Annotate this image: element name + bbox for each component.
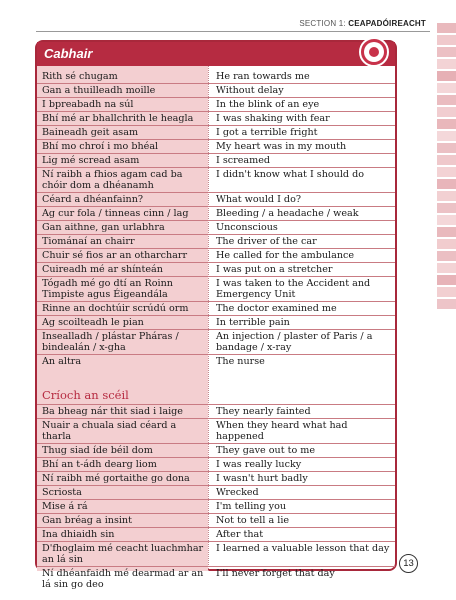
stripe-block [437, 251, 456, 261]
table-row [37, 567, 395, 591]
table-row [37, 472, 395, 486]
english-translation: I was taken to the Accident and Emergency Unit [216, 278, 371, 300]
english-translation: Without delay [216, 85, 284, 96]
decorative-stripes [437, 23, 456, 311]
english-translation: The doctor examined me [216, 303, 337, 314]
table-row [37, 355, 395, 368]
english-translation: I learned a valuable lesson that day [216, 543, 390, 554]
stripe-block [437, 155, 456, 165]
irish-phrase: Lig mé scread asam [42, 155, 140, 166]
irish-phrase: Tiománaí an chairr [42, 236, 135, 247]
irish-phrase: Thug siad íde béil dom [42, 445, 153, 456]
irish-phrase: Ag cur fola / tinneas cinn / lag [42, 208, 189, 219]
stripe-block [437, 107, 456, 117]
english-translation: Bleeding / a headache / weak [216, 208, 359, 219]
irish-phrase: Cuireadh mé ar shínteán [42, 264, 163, 275]
irish-phrase: Nuair a chuala siad céard a tharla [42, 420, 177, 442]
irish-phrase: Rinne an dochtúir scrúdú orm [42, 303, 189, 314]
table-row [37, 500, 395, 514]
stripe-block [437, 23, 456, 33]
english-translation: I wasn't hurt badly [216, 473, 308, 484]
table-row [37, 84, 395, 98]
irish-phrase: Céard a dhéanfainn? [42, 194, 144, 205]
irish-phrase: Gan aithne, gan urlabhra [42, 222, 165, 233]
irish-phrase: Gan a thuilleadh moille [42, 85, 156, 96]
stripe-block [437, 167, 456, 177]
irish-phrase: Tógadh mé go dtí an Roinn Timpiste agus Éigeandála [42, 278, 173, 300]
irish-phrase: Ní raibh mé gortaithe go dona [42, 473, 190, 484]
english-translation: My heart was in my mouth [216, 141, 347, 152]
table-row [37, 302, 395, 316]
stripe-block [437, 119, 456, 129]
stripe-block [437, 95, 456, 105]
stripe-block [437, 143, 456, 153]
panel-title: Cabhair [44, 46, 93, 61]
stripe-block [437, 47, 456, 57]
irish-phrase: Chuir sé fios ar an otharcharr [42, 250, 188, 261]
irish-phrase: Ba bheag nár thit siad i laige [42, 406, 183, 417]
irish-phrase: Ní dhéanfaidh mé dearmad ar an lá sin go deo [42, 568, 204, 590]
header-rule [36, 31, 430, 32]
table-row [37, 263, 395, 277]
table-row [37, 140, 395, 154]
table-row [37, 235, 395, 249]
table-row [37, 330, 395, 355]
english-translation: They gave out to me [216, 445, 316, 456]
english-translation: I was put on a stretcher [216, 264, 333, 275]
stripe-block [437, 131, 456, 141]
stripe-block [437, 71, 456, 81]
irish-phrase: I bpreabadh na súl [42, 99, 134, 110]
irish-phrase: Ní raibh a fhios agam cad ba chóir dom a dhéanamh [42, 169, 183, 191]
table-row [37, 528, 395, 542]
table-row [37, 458, 395, 472]
english-translation: After that [216, 529, 264, 540]
irish-phrase: Bhí an t-ádh dearg liom [42, 459, 157, 470]
irish-phrase: Ina dhiaidh sin [42, 529, 115, 540]
table-row [37, 249, 395, 263]
english-translation: I'm telling you [216, 501, 287, 512]
english-translation: I'll never forget that day [216, 568, 335, 579]
english-translation: I was shaking with fear [216, 113, 330, 124]
award-seal-icon [359, 37, 389, 67]
english-translation: Not to tell a lie [216, 515, 290, 526]
table-row [37, 277, 395, 302]
stripe-block [437, 191, 456, 201]
spacer-row [37, 368, 395, 383]
section-label: SECTION 1: [299, 19, 349, 28]
table-row [37, 444, 395, 458]
irish-phrase: D'fhoglaim mé ceacht luachmhar an lá sin [42, 543, 204, 565]
irish-phrase: Gan bréag a insint [42, 515, 132, 526]
table-row [37, 207, 395, 221]
english-translation: He ran towards me [216, 71, 310, 82]
panel-body [37, 66, 395, 590]
table-row [37, 154, 395, 168]
english-translation: I was really lucky [216, 459, 302, 470]
table-row [37, 193, 395, 207]
subsection-title: Críoch an scéil [37, 383, 395, 405]
english-translation: He called for the ambulance [216, 250, 355, 261]
table-row [37, 98, 395, 112]
table-row [37, 112, 395, 126]
stripe-block [437, 287, 456, 297]
english-translation: The nurse [216, 356, 265, 367]
stripe-block [437, 275, 456, 285]
page-number: 13 [399, 554, 418, 573]
english-translation: An injection / plaster of Paris / a bandage / x-ray [216, 331, 373, 353]
table-row [37, 486, 395, 500]
panel-header [37, 42, 395, 66]
irish-phrase: Rith sé chugam [42, 71, 118, 82]
english-translation: I didn't know what I should do [216, 169, 365, 180]
irish-phrase: Baineadh geit asam [42, 127, 139, 138]
english-translation: In the blink of an eye [216, 99, 320, 110]
section-title: CEAPADÓIREACHT [348, 19, 426, 28]
stripe-block [437, 299, 456, 309]
irish-phrase: Bhí mo chroí i mo bhéal [42, 141, 159, 152]
stripe-block [437, 227, 456, 237]
english-translation: When they heard what had happened [216, 420, 348, 442]
irish-phrase: An altra [42, 356, 82, 367]
table-row [37, 542, 395, 567]
table-row [37, 126, 395, 140]
english-translation: What would I do? [216, 194, 301, 205]
vocab-rows [37, 66, 395, 591]
english-translation: In terrible pain [216, 317, 290, 328]
irish-phrase: Ag scoilteadh le pian [42, 317, 144, 328]
stripe-block [437, 35, 456, 45]
english-translation: Wrecked [216, 487, 259, 498]
english-translation: Unconscious [216, 222, 278, 233]
table-row [37, 419, 395, 444]
stripe-block [437, 203, 456, 213]
table-row [37, 70, 395, 84]
english-translation: I screamed [216, 155, 271, 166]
table-row [37, 316, 395, 330]
irish-phrase: Insealladh / plástar Pháras / bindealán / x-gha [42, 331, 179, 353]
english-translation: They nearly fainted [216, 406, 311, 417]
table-row [37, 221, 395, 235]
stripe-block [437, 59, 456, 69]
english-translation: The driver of the car [216, 236, 317, 247]
english-translation: I got a terrible fright [216, 127, 318, 138]
stripe-block [437, 215, 456, 225]
irish-phrase: Mise á rá [42, 501, 88, 512]
stripe-block [437, 263, 456, 273]
table-row [37, 405, 395, 419]
section-header [299, 19, 426, 28]
irish-phrase: Bhí mé ar bhallchrith le heagla [42, 113, 194, 124]
stripe-block [437, 239, 456, 249]
stripe-block [437, 179, 456, 189]
irish-phrase: Scriosta [42, 487, 82, 498]
table-row [37, 514, 395, 528]
stripe-block [437, 83, 456, 93]
table-row [37, 168, 395, 193]
vocab-panel [35, 40, 397, 590]
